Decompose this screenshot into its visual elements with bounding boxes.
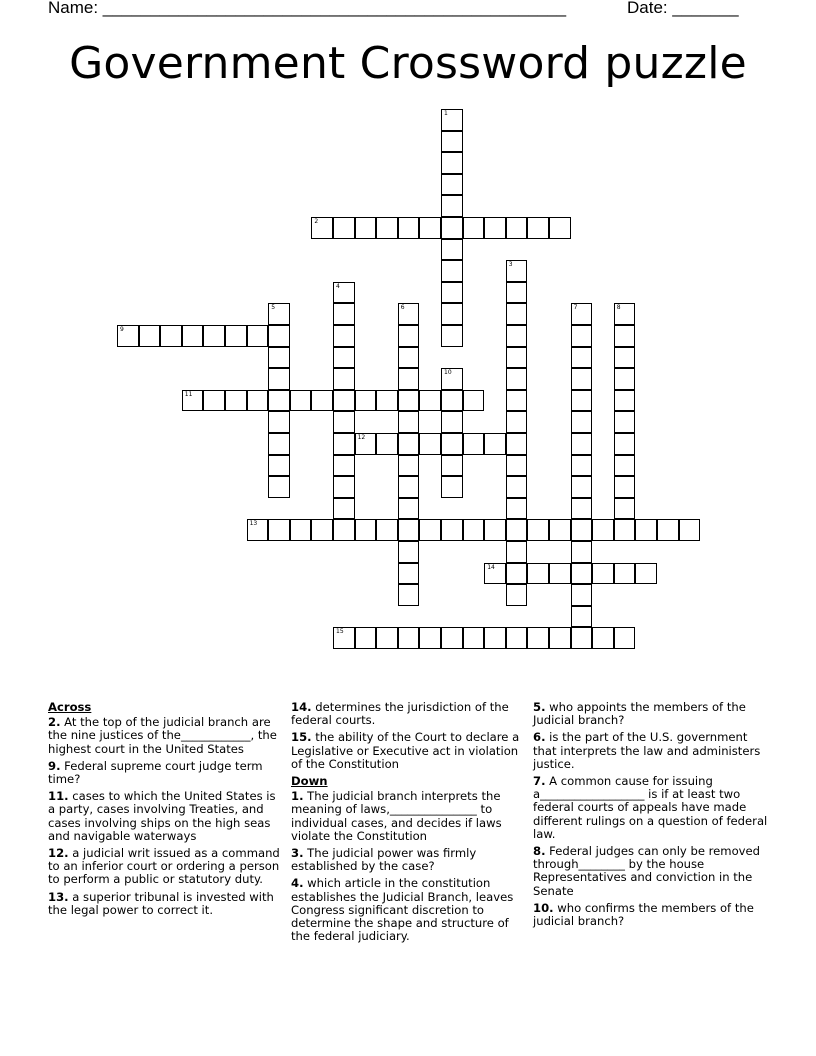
crossword-cell[interactable] [398, 541, 420, 563]
crossword-cell[interactable] [419, 390, 441, 412]
crossword-cell[interactable] [592, 563, 614, 585]
clue-text: cases to which the United States is a party, cases involving Treaties, and cases involving ships on the high seas and navigable waterways [48, 789, 276, 843]
crossword-cell[interactable] [441, 390, 463, 412]
crossword-cell[interactable] [268, 519, 290, 541]
crossword-cell[interactable] [441, 411, 463, 433]
crossword-cell[interactable] [571, 627, 593, 649]
cell-number: 3 [508, 261, 513, 269]
clue-down-8 [533, 845, 768, 898]
clue-down-3 [291, 847, 525, 873]
crossword-cell[interactable] [441, 282, 463, 304]
cell-number: 9 [120, 326, 124, 333]
date-field-label: Date: _______ [627, 0, 739, 17]
crossword-cell[interactable] [571, 563, 593, 585]
down-heading: Down [291, 774, 328, 789]
crossword-cell[interactable] [398, 476, 420, 498]
crossword-cell[interactable] [247, 325, 269, 347]
cell-number: 7 [573, 304, 578, 312]
crossword-cell[interactable] [506, 584, 528, 606]
clue-number: 9. [48, 758, 61, 773]
clue-text: which article in the constitution establishes the Judicial Branch, leaves Congress significant discretion to determine the shape and structure of the federal judiciary. [291, 876, 514, 944]
crossword-cell[interactable] [268, 390, 290, 412]
clue-across-9 [48, 760, 283, 786]
clue-text: is the part of the U.S. government that interprets the law and administers justice. [533, 730, 761, 771]
crossword-cell[interactable] [441, 433, 463, 455]
clue-down-7 [533, 775, 768, 841]
crossword-cell[interactable] [506, 519, 528, 541]
crossword-cell[interactable] [571, 325, 593, 347]
crossword-cell[interactable] [333, 476, 355, 498]
clue-number: 8. [533, 844, 546, 859]
clue-number: 5. [533, 700, 546, 714]
across-heading: Across [48, 700, 92, 714]
crossword-cell[interactable] [290, 390, 312, 412]
crossword-cell[interactable] [463, 627, 485, 649]
crossword-cell[interactable] [333, 433, 355, 455]
crossword-cell[interactable] [398, 217, 420, 239]
clues-column-3 [533, 701, 768, 932]
clue-down-1 [291, 790, 525, 843]
crossword-cell[interactable] [463, 217, 485, 239]
crossword-cell[interactable] [182, 390, 204, 412]
crossword-cell[interactable] [614, 627, 636, 649]
clues-column-1 [48, 701, 283, 921]
crossword-cell[interactable] [614, 476, 636, 498]
clue-across-15 [291, 731, 525, 771]
clue-number: 12. [48, 846, 69, 861]
clue-down-10 [533, 902, 768, 928]
crossword-cell[interactable] [571, 541, 593, 563]
crossword-cell[interactable] [398, 347, 420, 369]
crossword-cell[interactable] [614, 433, 636, 455]
crossword-cell[interactable] [441, 519, 463, 541]
crossword-cell[interactable] [333, 217, 355, 239]
crossword-cell[interactable] [614, 303, 636, 325]
cell-number: 6 [400, 304, 405, 312]
cell-number: 10 [444, 369, 452, 377]
crossword-cell[interactable] [506, 433, 528, 455]
cell-number: 4 [336, 282, 340, 290]
crossword-cell[interactable] [571, 347, 593, 369]
crossword-cell[interactable] [571, 303, 593, 325]
crossword-cell[interactable] [614, 411, 636, 433]
clue-down-4 [291, 877, 525, 943]
crossword-cell[interactable] [441, 476, 463, 498]
crossword-cell[interactable] [333, 411, 355, 433]
clue-number: 3. [291, 846, 304, 861]
crossword-cell[interactable] [333, 282, 355, 304]
crossword-cell[interactable] [376, 217, 398, 239]
cell-number: 13 [249, 520, 258, 528]
crossword-cell[interactable] [268, 347, 290, 369]
crossword-cell[interactable] [571, 606, 593, 628]
crossword-cell[interactable] [614, 390, 636, 412]
crossword-cell[interactable] [355, 217, 377, 239]
crossword-cell[interactable] [506, 411, 528, 433]
crossword-cell[interactable] [484, 563, 506, 585]
crossword-cell[interactable] [160, 325, 182, 347]
crossword-cell[interactable] [203, 325, 225, 347]
crossword-cell[interactable] [247, 390, 269, 412]
clue-down-5 [533, 701, 768, 727]
clue-text: a judicial writ issued as a command to an inferior court or ordering a person to perform a public or statutory duty. [48, 846, 280, 887]
crossword-cell[interactable] [268, 433, 290, 455]
crossword-cell[interactable] [614, 368, 636, 390]
crossword-cell[interactable] [398, 325, 420, 347]
clue-text: At the top of the judicial branch are the nine justices of the____________, the highest court in the United States [48, 715, 277, 756]
name-field-label: Name: _________________________________________________ [48, 0, 567, 17]
crossword-cell[interactable] [571, 455, 593, 477]
crossword-cell[interactable] [484, 519, 506, 541]
crossword-cell[interactable] [527, 519, 549, 541]
crossword-cell[interactable] [398, 390, 420, 412]
crossword-cell[interactable] [398, 303, 420, 325]
crossword-cell[interactable] [441, 152, 463, 174]
crossword-cell[interactable] [506, 260, 528, 282]
crossword-cell[interactable] [333, 390, 355, 412]
crossword-cell[interactable] [506, 541, 528, 563]
crossword-cell[interactable] [463, 433, 485, 455]
crossword-cell[interactable] [506, 563, 528, 585]
crossword-cell[interactable] [592, 519, 614, 541]
crossword-cell[interactable] [441, 174, 463, 196]
crossword-cell[interactable] [376, 390, 398, 412]
crossword-cell[interactable] [441, 131, 463, 153]
crossword-cell[interactable] [333, 347, 355, 369]
crossword-cell[interactable] [268, 455, 290, 477]
crossword-cell[interactable] [549, 563, 571, 585]
crossword-cell[interactable] [333, 303, 355, 325]
crossword-cell[interactable] [484, 627, 506, 649]
clue-across-13 [48, 891, 283, 917]
crossword-cell[interactable] [311, 390, 333, 412]
clue-text: The judicial branch interprets the meaning of laws,_______________ to individual cases, and decides if laws violate the Constitution [291, 789, 502, 843]
crossword-cell[interactable] [506, 498, 528, 520]
crossword-cell[interactable] [441, 627, 463, 649]
crossword-cell[interactable] [463, 390, 485, 412]
crossword-cell[interactable] [527, 217, 549, 239]
crossword-cell[interactable] [398, 563, 420, 585]
crossword-cell[interactable] [355, 519, 377, 541]
crossword-cell[interactable] [441, 455, 463, 477]
crossword-cell[interactable] [398, 433, 420, 455]
crossword-cell[interactable] [268, 368, 290, 390]
clue-across-2 [48, 716, 283, 756]
crossword-cell[interactable] [398, 519, 420, 541]
crossword-cell[interactable] [571, 433, 593, 455]
crossword-cell[interactable] [614, 325, 636, 347]
crossword-cell[interactable] [614, 498, 636, 520]
crossword-cell[interactable] [614, 519, 636, 541]
crossword-cell[interactable] [419, 217, 441, 239]
crossword-cell[interactable] [592, 627, 614, 649]
clue-text: who appoints the members of the Judicial branch? [533, 700, 746, 728]
crossword-cell[interactable] [376, 627, 398, 649]
crossword-cell[interactable] [247, 519, 269, 541]
crossword-cell[interactable] [506, 303, 528, 325]
crossword-cell[interactable] [441, 217, 463, 239]
clue-text: determines the jurisdiction of the federal courts. [291, 700, 509, 728]
clue-text: Federal supreme court judge term time? [48, 758, 263, 787]
cell-number: 2 [314, 218, 319, 225]
cell-number: 5 [271, 304, 276, 312]
clue-text: who confirms the members of the judicial branch? [533, 900, 754, 929]
clue-number: 7. [533, 774, 546, 789]
cell-number: 12 [357, 434, 366, 441]
clues-column-2 [291, 701, 525, 947]
clue-across-11 [48, 790, 283, 843]
clue-text: The judicial power was firmly established by the case? [291, 846, 477, 874]
clue-text: A common cause for issuing a__________________ is if at least two federal courts of appeals have made different rulings on a question of federal law. [533, 774, 768, 841]
cell-number: 14 [487, 563, 495, 571]
clue-number: 6. [533, 730, 546, 745]
crossword-cell[interactable] [441, 195, 463, 217]
crossword-cell[interactable] [571, 498, 593, 520]
crossword-cell[interactable] [506, 476, 528, 498]
crossword-cell[interactable] [571, 390, 593, 412]
crossword-cell[interactable] [398, 368, 420, 390]
crossword-cell[interactable] [441, 260, 463, 282]
cell-number: 8 [616, 304, 621, 312]
clue-number: 4. [291, 876, 304, 891]
crossword-cell[interactable] [441, 325, 463, 347]
crossword-cell[interactable] [506, 282, 528, 304]
clue-number: 10. [533, 900, 554, 915]
crossword-cell[interactable] [571, 411, 593, 433]
crossword-cell[interactable] [527, 563, 549, 585]
clue-number: 11. [48, 789, 69, 804]
clue-number: 1. [291, 789, 304, 804]
crossword-cell[interactable] [549, 217, 571, 239]
crossword-cell[interactable] [506, 217, 528, 239]
page-title: Government Crossword puzzle [69, 38, 747, 89]
crossword-cell[interactable] [484, 217, 506, 239]
crossword-cell[interactable] [614, 563, 636, 585]
crossword-cell[interactable] [419, 627, 441, 649]
clue-number: 13. [48, 889, 69, 904]
crossword-cell[interactable] [355, 390, 377, 412]
crossword-cell[interactable] [333, 368, 355, 390]
crossword-cell[interactable] [635, 563, 657, 585]
crossword-cell[interactable] [311, 519, 333, 541]
crossword-cell[interactable] [635, 519, 657, 541]
crossword-cell[interactable] [549, 627, 571, 649]
clue-down-6 [533, 731, 768, 771]
crossword-cell[interactable] [463, 519, 485, 541]
crossword-cell[interactable] [333, 325, 355, 347]
crossword-cell[interactable] [419, 519, 441, 541]
cell-number: 15 [336, 628, 344, 636]
crossword-cell[interactable] [506, 325, 528, 347]
crossword-cell[interactable] [506, 368, 528, 390]
clue-number: 2. [48, 715, 61, 730]
crossword-cell[interactable] [225, 390, 247, 412]
crossword-cell[interactable] [398, 455, 420, 477]
crossword-cell[interactable] [506, 455, 528, 477]
crossword-cell[interactable] [679, 519, 701, 541]
clue-number: 15. [291, 730, 312, 745]
crossword-cell[interactable] [333, 627, 355, 649]
crossword-cell[interactable] [657, 519, 679, 541]
crossword-cell[interactable] [398, 498, 420, 520]
crossword-cell[interactable] [571, 368, 593, 390]
crossword-cell[interactable] [506, 627, 528, 649]
crossword-cell[interactable] [571, 476, 593, 498]
crossword-cell[interactable] [182, 325, 204, 347]
crossword-cell[interactable] [506, 347, 528, 369]
crossword-cell[interactable] [333, 455, 355, 477]
clue-across-12 [48, 847, 283, 887]
cell-number: 11 [184, 390, 193, 398]
crossword-cell[interactable] [139, 325, 161, 347]
crossword-cell[interactable] [268, 303, 290, 325]
header [48, 0, 748, 20]
clue-text: a superior tribunal is invested with the legal power to correct it. [48, 889, 274, 917]
clue-text: Federal judges can only be removed through________ by the house Representatives and conviction in the Senate [533, 844, 761, 898]
clue-number: 14. [291, 700, 312, 714]
crossword-cell[interactable] [398, 627, 420, 649]
crossword-cell[interactable] [311, 217, 333, 239]
crossword-cell[interactable] [268, 325, 290, 347]
crossword-cell[interactable] [549, 519, 571, 541]
crossword-cell[interactable] [571, 584, 593, 606]
crossword-cell[interactable] [614, 455, 636, 477]
crossword-cell[interactable] [225, 325, 247, 347]
crossword-cell[interactable] [614, 347, 636, 369]
crossword-cell[interactable] [441, 368, 463, 390]
crossword-cell[interactable] [203, 390, 225, 412]
crossword-cell[interactable] [268, 411, 290, 433]
crossword-cell[interactable] [441, 109, 463, 131]
crossword-cell[interactable] [376, 433, 398, 455]
crossword-cell[interactable] [333, 498, 355, 520]
clue-across-14 [291, 701, 525, 727]
crossword-cell[interactable] [441, 239, 463, 261]
crossword-cell[interactable] [290, 519, 312, 541]
crossword-cell[interactable] [398, 584, 420, 606]
crossword-cell[interactable] [268, 476, 290, 498]
crossword-cell[interactable] [506, 390, 528, 412]
crossword-cell[interactable] [398, 411, 420, 433]
crossword-cell[interactable] [571, 519, 593, 541]
crossword-cell[interactable] [419, 433, 441, 455]
crossword-cell[interactable] [117, 325, 139, 347]
clue-text: the ability of the Court to declare a Legislative or Executive act in violation of the Constitution [291, 730, 520, 771]
crossword-cell[interactable] [355, 627, 377, 649]
crossword-cell[interactable] [333, 519, 355, 541]
crossword-cell[interactable] [355, 433, 377, 455]
cell-number: 1 [444, 110, 448, 117]
crossword-cell[interactable] [527, 627, 549, 649]
crossword-cell[interactable] [484, 433, 506, 455]
crossword-cell[interactable] [441, 303, 463, 325]
crossword-cell[interactable] [376, 519, 398, 541]
